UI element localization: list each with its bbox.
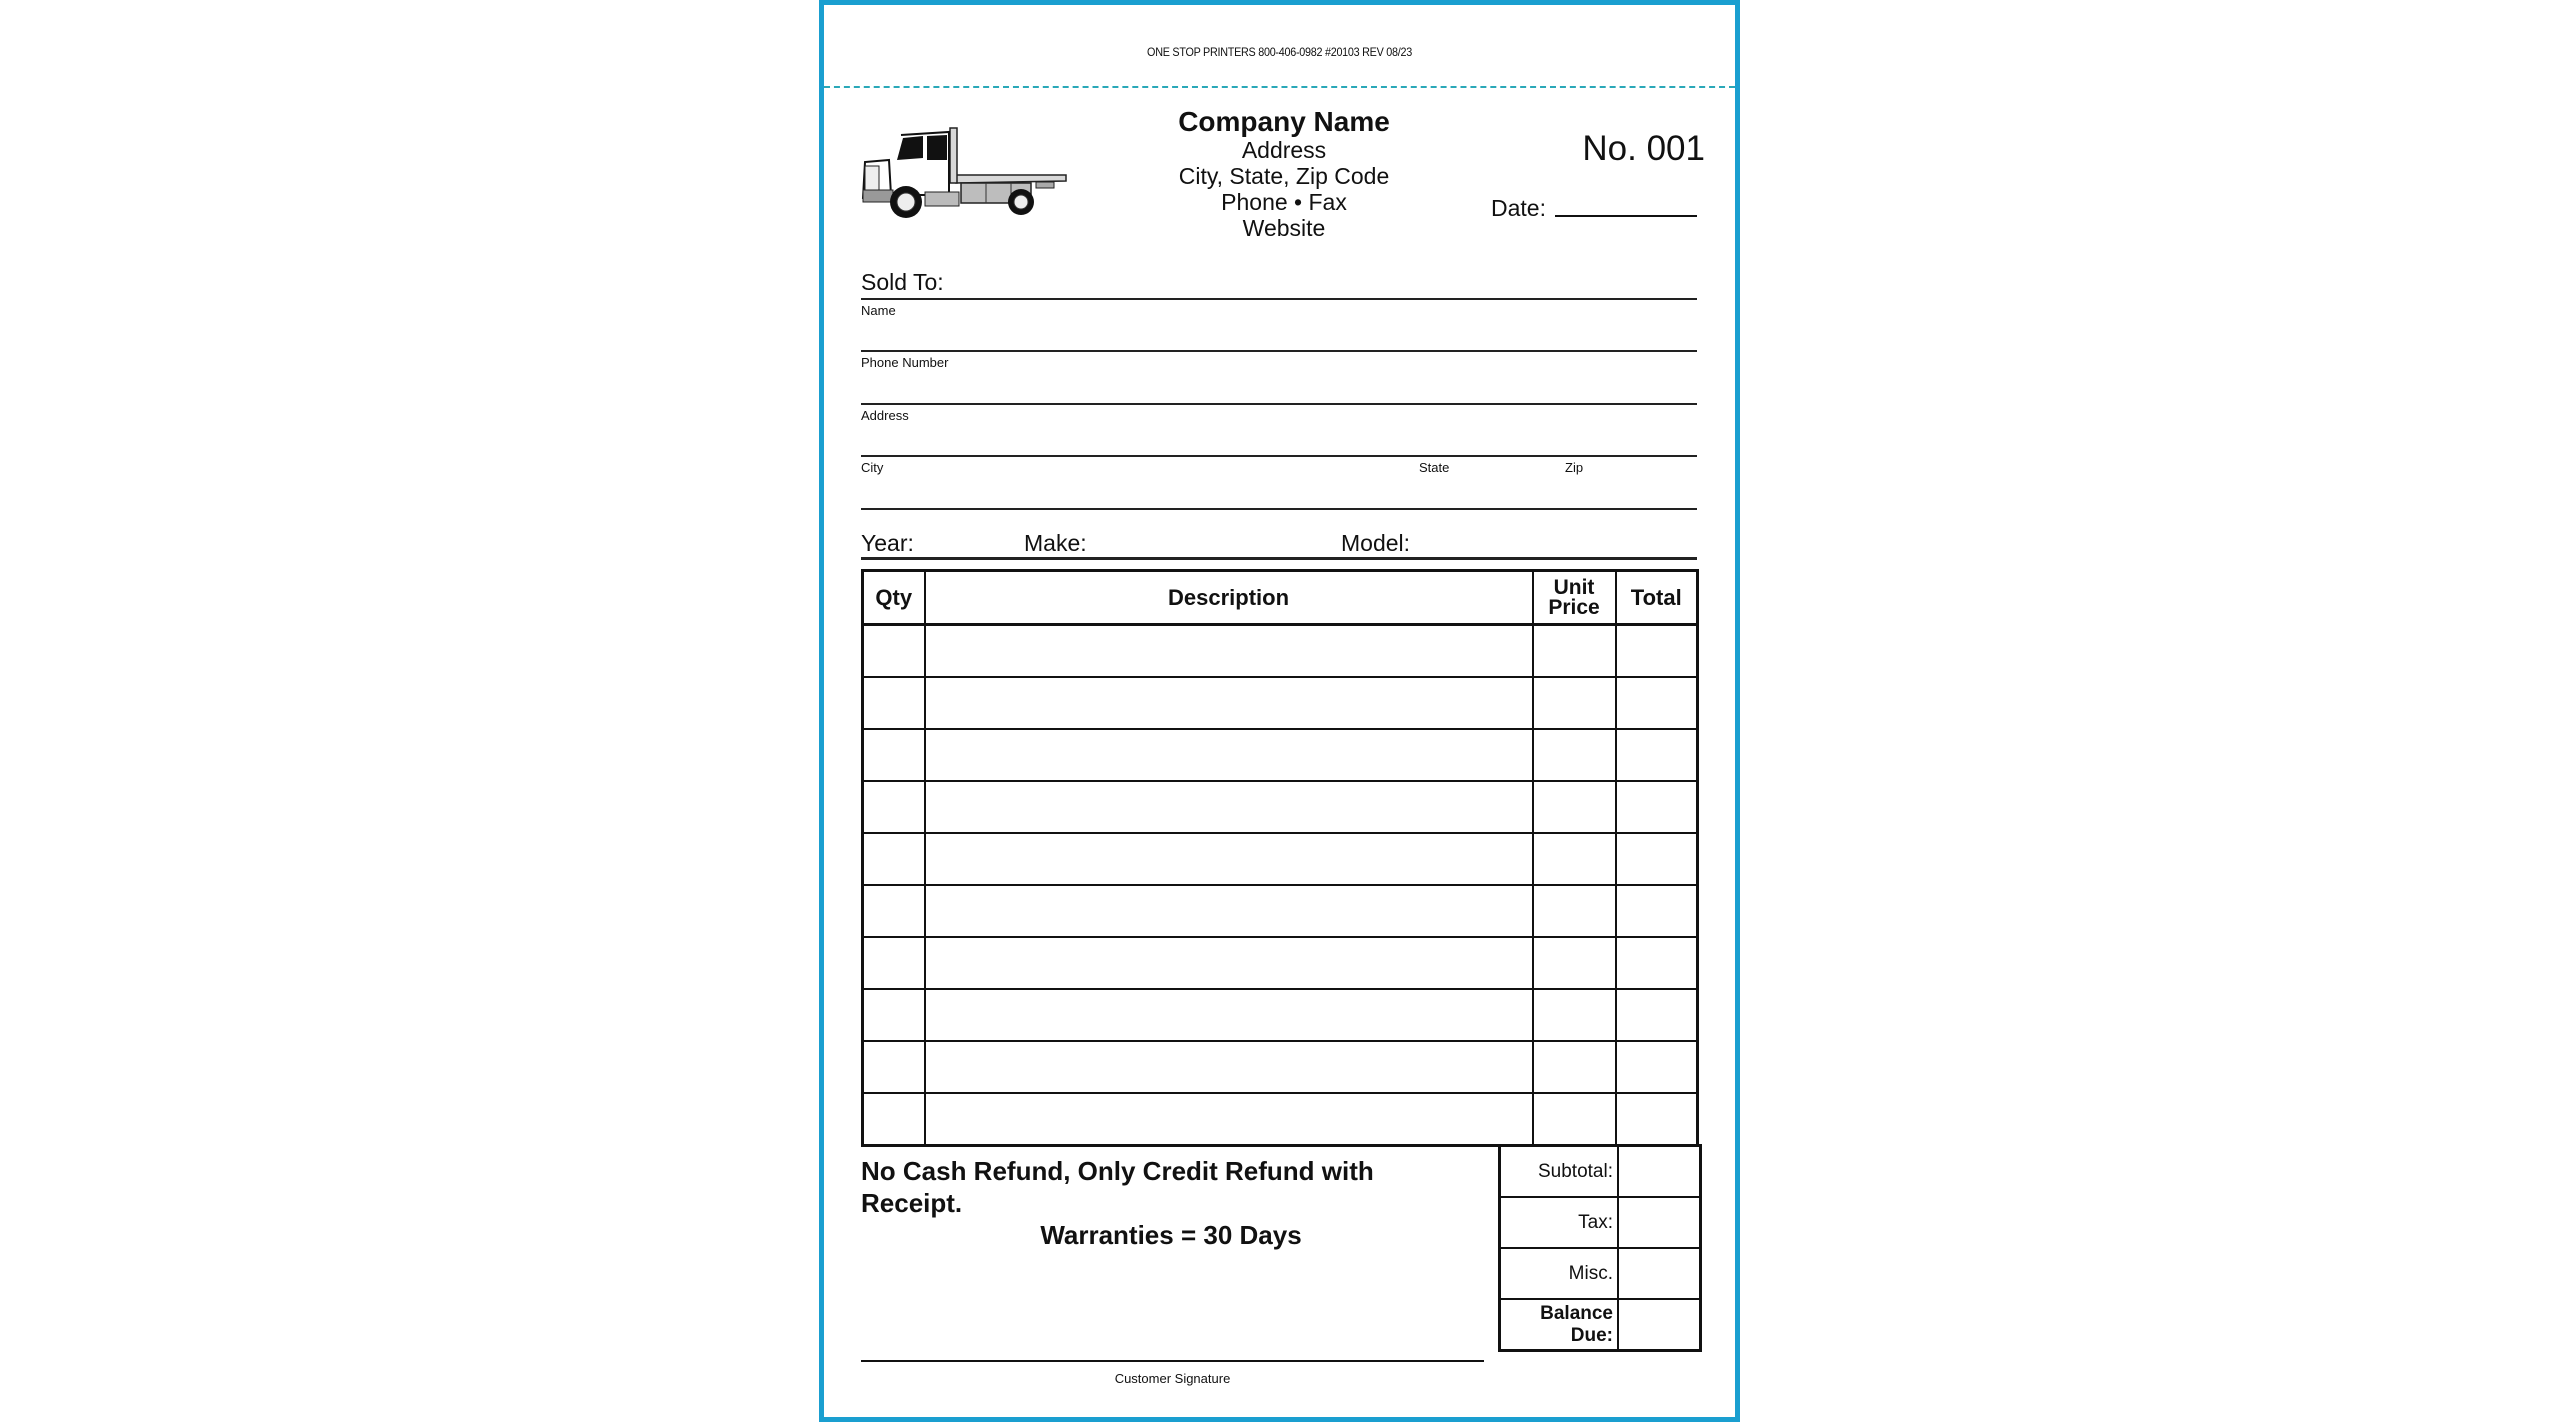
warranty-line: Warranties = 30 Days: [1040, 1220, 1302, 1250]
unit-price-cell[interactable]: [1533, 1041, 1616, 1093]
invoice-form: [819, 0, 1740, 1422]
sold-to-label: Sold To:: [861, 269, 944, 295]
year-label: Year:: [861, 530, 914, 556]
table-row: [863, 989, 1698, 1041]
misc-value[interactable]: [1618, 1248, 1701, 1299]
qty-cell[interactable]: [863, 989, 925, 1041]
company-name: Company Name: [1178, 106, 1390, 137]
company-address: Address: [1241, 137, 1327, 163]
total-cell[interactable]: [1616, 885, 1698, 937]
total-cell[interactable]: [1616, 1041, 1698, 1093]
total-cell[interactable]: [1616, 729, 1698, 781]
state-label: State: [1419, 460, 1450, 475]
total-cell[interactable]: [1616, 781, 1698, 833]
table-row: [863, 1093, 1698, 1146]
tax-row: [1500, 1197, 1701, 1248]
tax-label: Tax:: [1500, 1197, 1619, 1248]
company-website: Website: [1242, 215, 1326, 241]
balance-due-value[interactable]: [1618, 1299, 1701, 1351]
misc-row: [1500, 1248, 1701, 1299]
description-cell[interactable]: [925, 677, 1533, 729]
date-label: Date:: [1491, 195, 1546, 221]
description-cell[interactable]: [925, 989, 1533, 1041]
perforation-line: [824, 86, 1735, 88]
name-label: Name: [861, 303, 896, 318]
description-cell[interactable]: [925, 625, 1533, 678]
misc-label: Misc.: [1500, 1248, 1619, 1299]
qty-cell[interactable]: [863, 1041, 925, 1093]
total-cell[interactable]: [1616, 833, 1698, 885]
totals-table: [1498, 1144, 1702, 1352]
unit-price-cell[interactable]: [1533, 989, 1616, 1041]
unit-price-header: [1533, 571, 1616, 625]
subtotal-label: Subtotal:: [1500, 1146, 1619, 1198]
unit-price-cell[interactable]: [1533, 937, 1616, 989]
qty-cell[interactable]: [863, 833, 925, 885]
table-row: [863, 1041, 1698, 1093]
qty-header: Qty: [863, 571, 925, 625]
total-header: Total: [1616, 571, 1698, 625]
items-header-row: [863, 571, 1698, 625]
company-phone-fax: Phone • Fax: [1221, 189, 1347, 215]
qty-cell[interactable]: [863, 781, 925, 833]
invoice-number: No. 001: [1582, 129, 1705, 168]
tax-value[interactable]: [1618, 1197, 1701, 1248]
phone-number-field[interactable]: [861, 375, 1697, 405]
description-cell[interactable]: [925, 1041, 1533, 1093]
make-label: Make:: [1024, 530, 1087, 556]
subtotal-value[interactable]: [1618, 1146, 1701, 1198]
description-cell[interactable]: [925, 937, 1533, 989]
total-cell[interactable]: [1616, 677, 1698, 729]
table-row: [863, 729, 1698, 781]
total-cell[interactable]: [1616, 989, 1698, 1041]
refund-policy: [861, 1155, 1481, 1251]
qty-cell[interactable]: [863, 885, 925, 937]
total-cell[interactable]: [1616, 625, 1698, 678]
qty-cell[interactable]: [863, 1093, 925, 1146]
address-field[interactable]: [861, 427, 1697, 457]
description-cell[interactable]: [925, 833, 1533, 885]
sold-to-rule: [861, 298, 1697, 300]
subtotal-row: [1500, 1146, 1701, 1198]
qty-cell[interactable]: [863, 625, 925, 678]
phone-number-label: Phone Number: [861, 355, 949, 370]
unit-price-cell[interactable]: [1533, 781, 1616, 833]
customer-signature-field[interactable]: [861, 1360, 1484, 1362]
description-cell[interactable]: [925, 781, 1533, 833]
unit-price-cell[interactable]: [1533, 729, 1616, 781]
items-table: [861, 569, 1699, 1147]
table-row: [863, 833, 1698, 885]
qty-cell[interactable]: [863, 677, 925, 729]
total-cell[interactable]: [1616, 1093, 1698, 1146]
total-cell[interactable]: [1616, 937, 1698, 989]
customer-signature-label: Customer Signature: [1114, 1371, 1231, 1386]
balance-due-row: [1500, 1299, 1701, 1351]
description-cell[interactable]: [925, 885, 1533, 937]
unit-price-header-line1: Unit: [1553, 575, 1595, 599]
address-label: Address: [861, 408, 909, 423]
unit-price-cell[interactable]: [1533, 833, 1616, 885]
city-label: City: [861, 460, 884, 475]
zip-label: Zip: [1565, 460, 1584, 475]
description-cell[interactable]: [925, 1093, 1533, 1146]
vehicle-field[interactable]: [861, 557, 1697, 560]
qty-cell[interactable]: [863, 729, 925, 781]
company-city-state-zip: City, State, Zip Code: [1178, 163, 1390, 189]
table-row: [863, 625, 1698, 678]
qty-cell[interactable]: [863, 937, 925, 989]
tow-truck-icon: [861, 120, 1071, 220]
date-field[interactable]: [1555, 215, 1697, 217]
unit-price-cell[interactable]: [1533, 885, 1616, 937]
refund-policy-line: No Cash Refund, Only Credit Refund with Receipt.: [861, 1156, 1374, 1218]
printer-imprint: ONE STOP PRINTERS 800-406-0982 #20103 REV 08/23: [1147, 45, 1412, 59]
table-row: [863, 885, 1698, 937]
name-field[interactable]: [861, 322, 1697, 352]
unit-price-cell[interactable]: [1533, 625, 1616, 678]
city-state-zip-field[interactable]: [861, 480, 1697, 510]
company-block: [1154, 107, 1414, 241]
description-cell[interactable]: [925, 729, 1533, 781]
unit-price-cell[interactable]: [1533, 677, 1616, 729]
unit-price-cell[interactable]: [1533, 1093, 1616, 1146]
description-header: Description: [925, 571, 1533, 625]
table-row: [863, 937, 1698, 989]
table-row: [863, 781, 1698, 833]
unit-price-header-line2: Price: [1548, 595, 1600, 619]
balance-due-label: Balance Due:: [1500, 1299, 1619, 1351]
model-label: Model:: [1341, 530, 1411, 556]
table-row: [863, 677, 1698, 729]
